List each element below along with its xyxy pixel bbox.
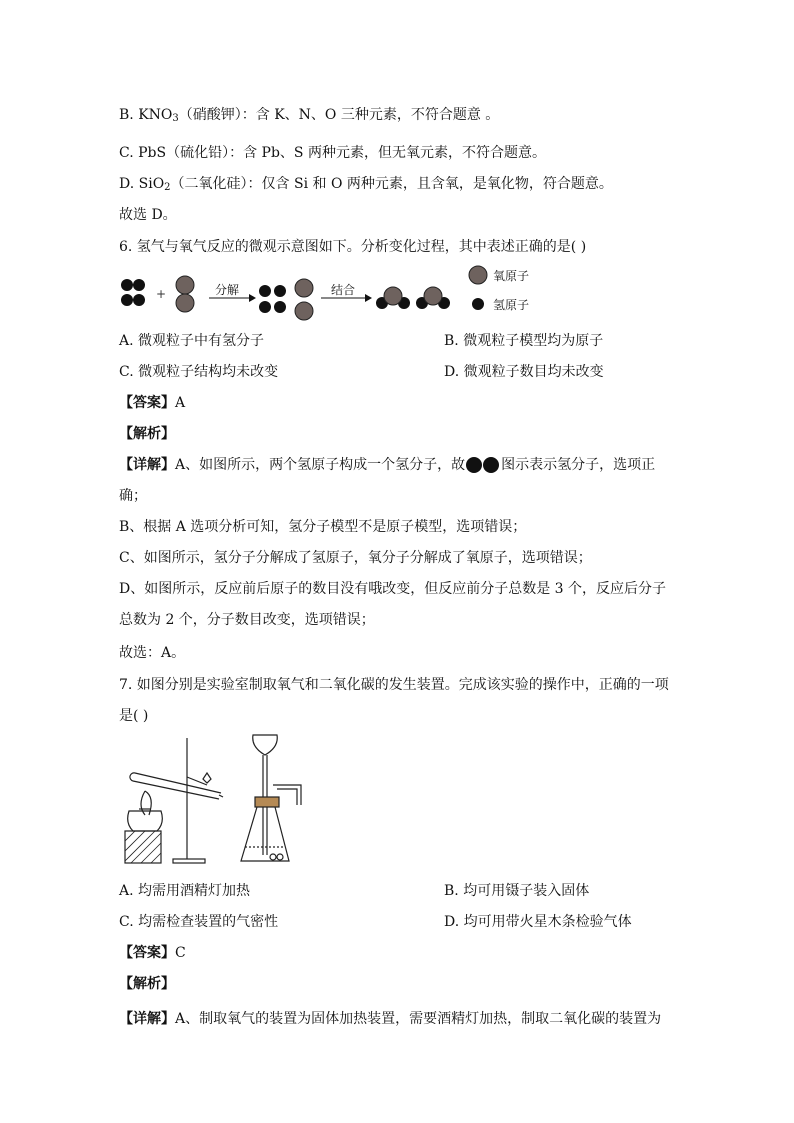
- clamp-head: [203, 773, 211, 783]
- legend-hydrogen-swatch: [472, 298, 484, 310]
- oxygen-atom: [176, 276, 194, 294]
- hydrogen-atom: [121, 279, 133, 291]
- legend-oxygen-swatch: [469, 266, 487, 284]
- oxygen-atom: [424, 287, 442, 305]
- carbon-dioxide-apparatus: [241, 735, 301, 861]
- q6-detail-c: C、如图所示，氢分子分解成了氢原子，氧分子分解成了氧原子，选项错误；: [119, 550, 592, 566]
- oxygen-atom: [384, 287, 402, 305]
- q7-answer: 【答案】C: [119, 945, 186, 961]
- q5-option-d-explanation: D. SiO$_2$（二氧化硅）：仅含 Si 和 O 两种元素，且含氧，是氧化物，符合题意。: [119, 176, 613, 193]
- q7-option-b: B. 均可用镊子装入固体: [444, 883, 590, 899]
- q6-stem: 6. 氢气与氧气反应的微观示意图如下。分析变化过程，其中表述正确的是( ): [119, 239, 587, 255]
- q5-option-c-explanation: C. PbS（硫化铅）：含 Pb、S 两种元素，但无氧元素，不符合题意。: [119, 145, 546, 161]
- hydrogen-atom: [121, 294, 133, 306]
- hydrogen-atom: [259, 301, 271, 313]
- rubber-stopper: [255, 797, 279, 807]
- q6-detail-a-cont: 确；: [119, 488, 147, 504]
- alcohol-lamp: [128, 811, 163, 831]
- q6-detail-d-cont: 总数为 2 个，分子数目改变，选项错误；: [119, 612, 375, 628]
- block-hatching: [125, 831, 161, 863]
- arrow-head: [365, 294, 372, 302]
- marble-chip: [277, 854, 283, 860]
- q6-detail-a: 【详解】A、如图所示，两个氢原子构成一个氢分子，故 图示表示氢分子，选项正: [119, 457, 656, 473]
- oxygen-atom: [295, 302, 313, 320]
- marble-chip: [270, 854, 276, 860]
- plus-sign: +: [156, 287, 167, 301]
- oxygen-heating-apparatus: [125, 738, 223, 863]
- q6-detail-d: D、如图所示，反应前后原子的数目没有哦改变，但反应前分子总数是 3 个，反应后分子: [119, 581, 667, 597]
- q7-stem: 7. 如图分别是实验室制取氧气和二氧化碳的发生装置。完成该实验的操作中，正确的一项: [119, 677, 669, 693]
- q7-detail-a: 【详解】A、制取氧气的装置为固体加热装置，需要酒精灯加热，制取二氧化碳的装置为: [119, 1011, 662, 1027]
- q5-conclusion: 故选 D。: [119, 207, 177, 223]
- legend-oxygen-label: 氧原子: [493, 269, 530, 283]
- arrow-head: [249, 294, 256, 302]
- q6-option-b: B. 微观粒子模型均为原子: [444, 333, 604, 349]
- test-tube: [133, 773, 221, 799]
- hydrogen-atom: [274, 301, 286, 313]
- q7-apparatus-diagram: [115, 733, 315, 871]
- q6-option-d: D. 微观粒子数目均未改变: [444, 364, 604, 380]
- test-tube-bottom: [130, 773, 135, 781]
- arrow-label-decompose: 分解: [215, 283, 240, 297]
- q6-analysis-heading: 【解析】: [119, 426, 175, 442]
- long-neck-funnel-top: [253, 735, 278, 755]
- q7-option-a: A. 均需用酒精灯加热: [119, 883, 251, 899]
- legend-hydrogen-label: 氢原子: [493, 298, 530, 312]
- hydrogen-atom: [133, 279, 145, 291]
- q6-option-c: C. 微观粒子结构均未改变: [119, 364, 279, 380]
- oxygen-atom: [176, 294, 194, 312]
- hydrogen-atom: [259, 285, 271, 297]
- iron-stand-base: [173, 859, 205, 863]
- hydrogen-atom: [133, 294, 145, 306]
- q6-answer: 【答案】A: [119, 395, 186, 411]
- oxygen-atom: [295, 279, 313, 297]
- q7-option-d: D. 均可用带火星木条检验气体: [444, 914, 632, 930]
- erlenmeyer-flask: [241, 807, 289, 861]
- hydrogen-molecule-icon: [466, 457, 500, 473]
- q6-detail-b: B、根据 A 选项分析可知，氢分子模型不是原子模型，选项错误；: [119, 519, 527, 535]
- q7-stem-cont: 是( ): [119, 708, 149, 724]
- q6-conclusion: 故选：A。: [119, 645, 186, 661]
- q7-analysis-heading: 【解析】: [119, 976, 175, 992]
- q6-reaction-diagram: [115, 262, 545, 328]
- q7-option-c: C. 均需检查装置的气密性: [119, 914, 279, 930]
- tube-mouth: [219, 795, 223, 797]
- hydrogen-atom: [274, 285, 286, 297]
- arrow-label-combine: 结合: [331, 283, 356, 297]
- q5-option-b-explanation: B. $KNO_3$（硝酸钾）：含 K、N、O 三种元素，不符合题意 。: [119, 107, 500, 124]
- q6-option-a: A. 微观粒子中有氢分子: [119, 333, 265, 349]
